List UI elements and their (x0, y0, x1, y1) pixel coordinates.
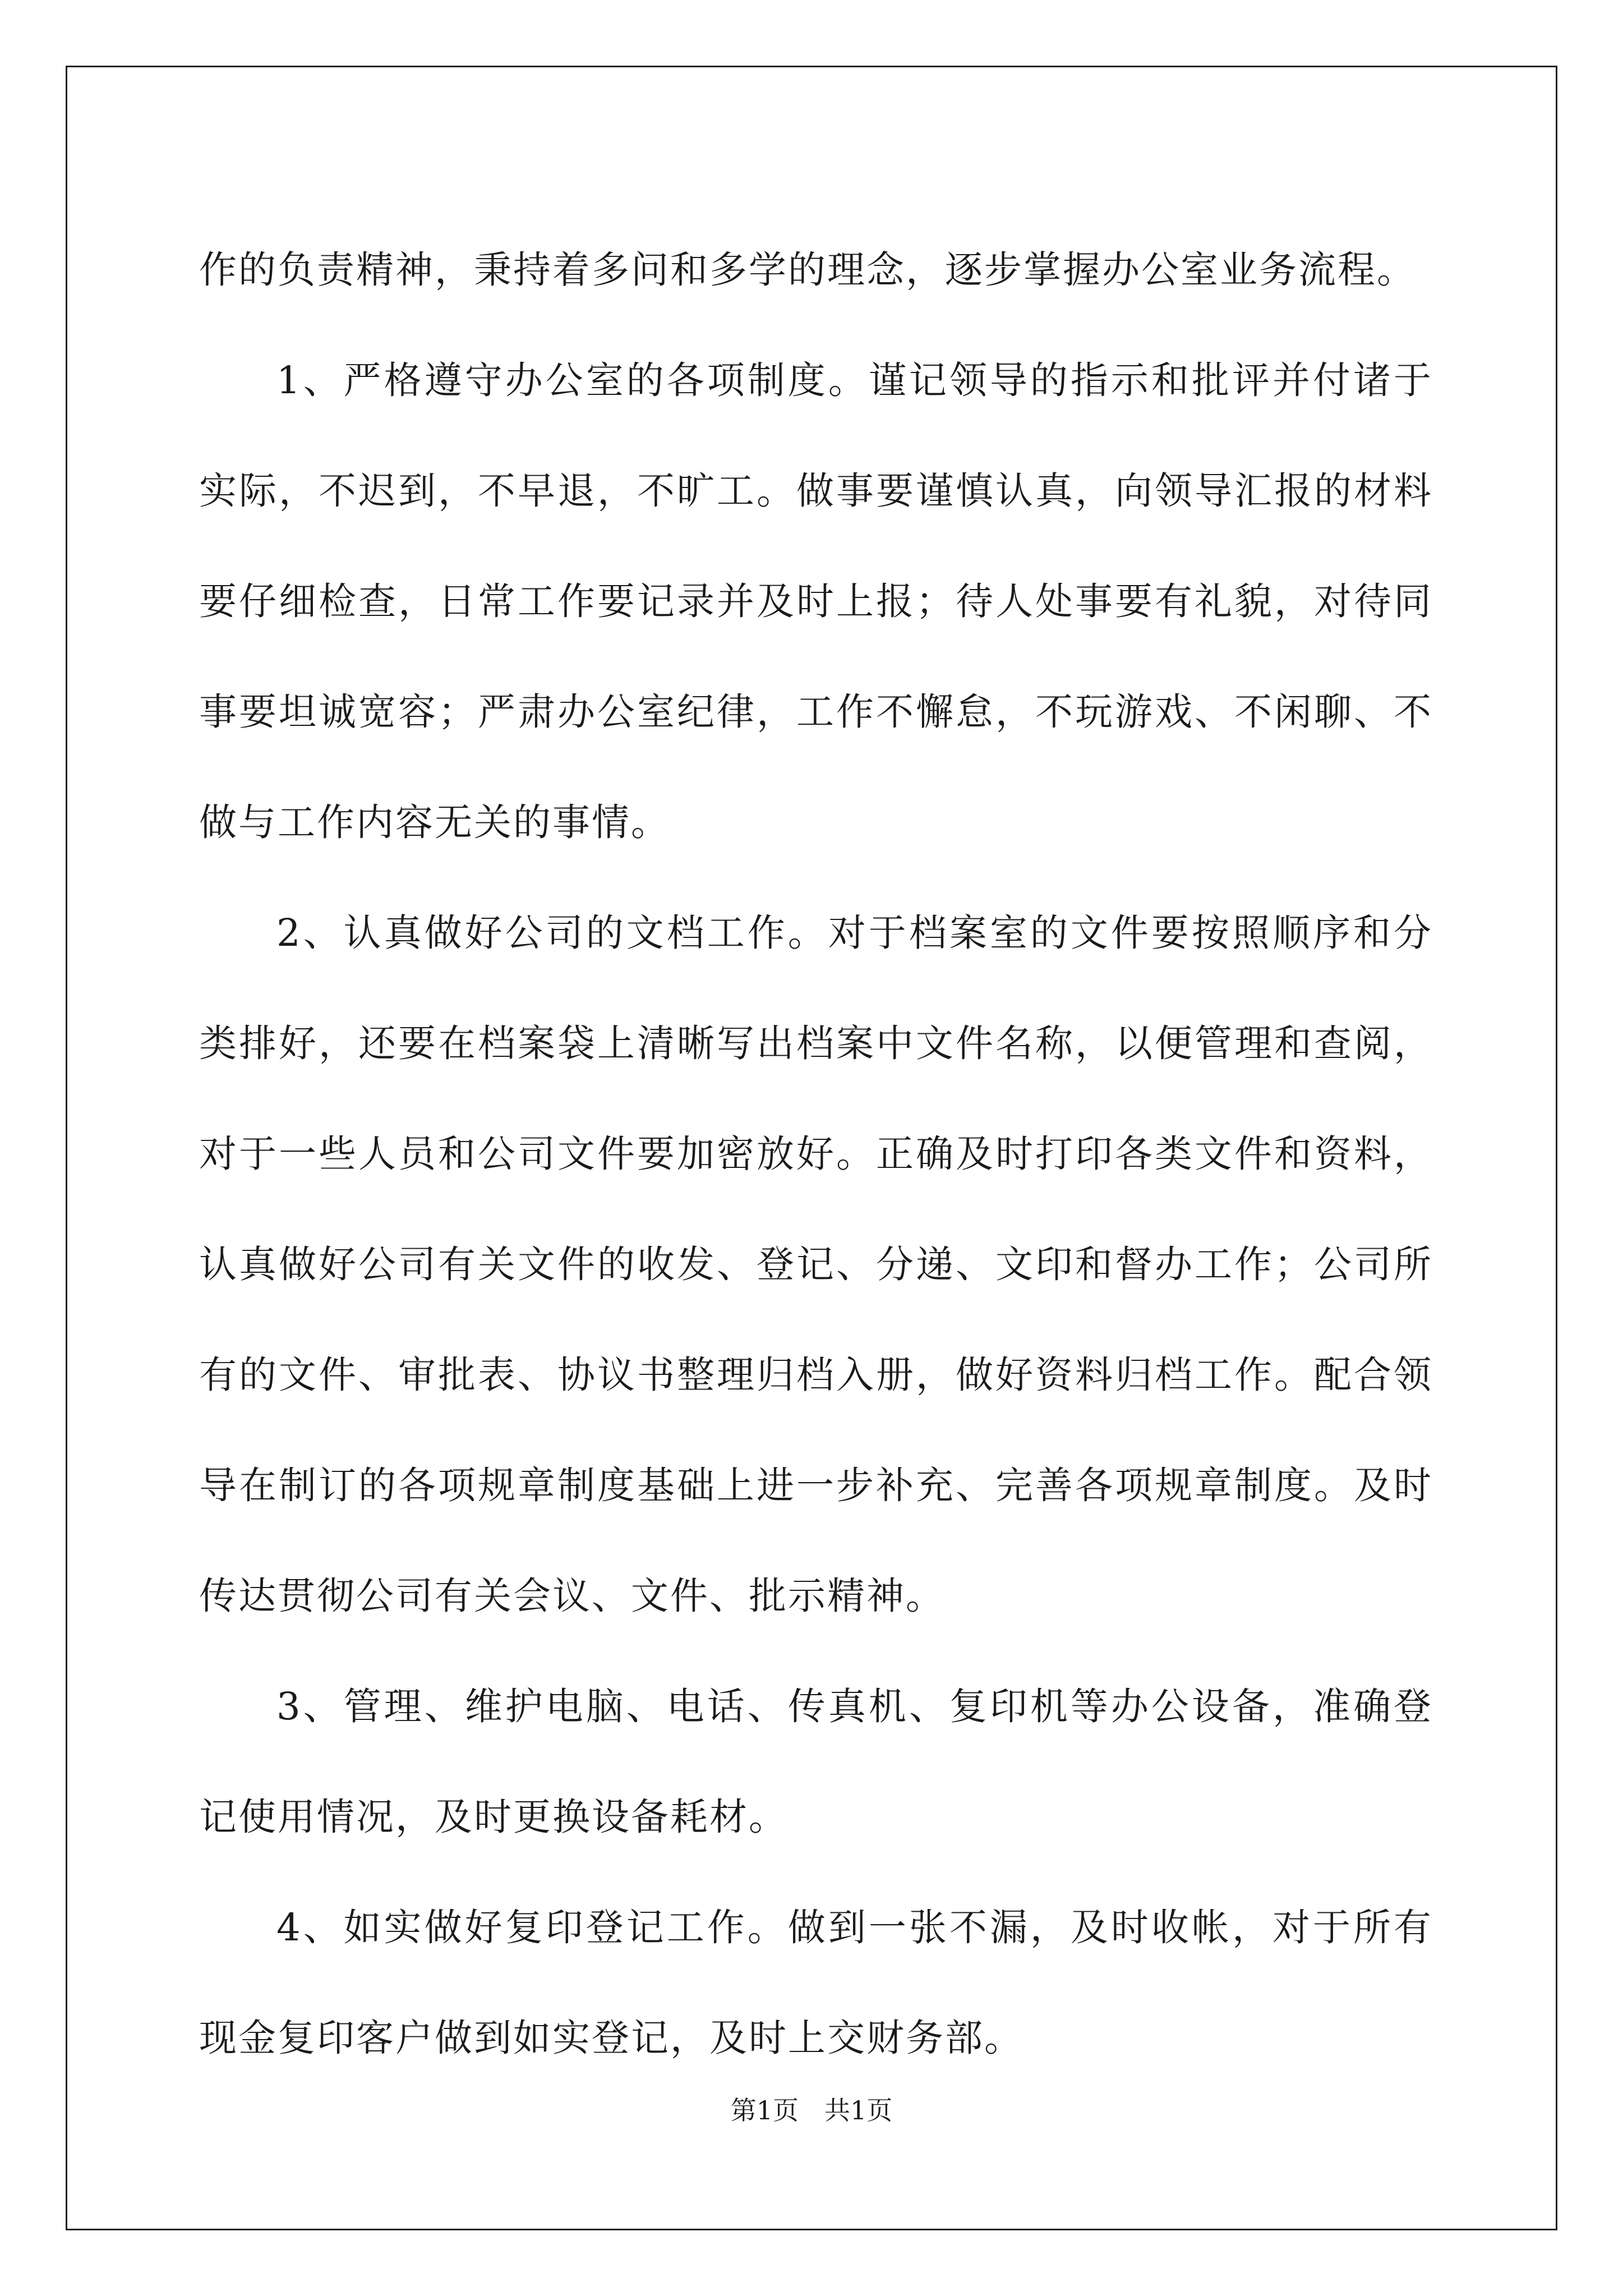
paragraph-continuation: 作的负责精神，秉持着多问和多学的理念，逐步掌握办公室业务流程。 (199, 248, 1416, 292)
page-footer (0, 2090, 1623, 2127)
document-body (199, 215, 1433, 2093)
page-number: 第1页 (730, 2095, 799, 2125)
paragraph-item-4: 4、如实做好复印登记工作。做到一张不漏，及时收帐，对于所有现金复印客户做到如实登记，及时上交财务部。 (199, 1906, 1433, 2060)
page-total: 共1页 (824, 2095, 893, 2125)
paragraph-item-2: 2、认真做好公司的文档工作。对于档案室的文件要按照顺序和分类排好，还要在档案袋上清晰写出档案中文件名称，以便管理和查阅，对于一些人员和公司文件要加密放好。正确及时打印各类文件和资料，认真做好公司有关文件的收发、登记、分递、文印和督办工作；公司所有的文件、审批表、协议书整理归档入册，做好资料归档工作。配合领导在制订的各项规章制度基础上进一步补充、完善各项规章制度。及时传达贯彻公司有关会议、文件、批示精神。 (199, 911, 1433, 1618)
paragraph-item-1: 1、严格遵守办公室的各项制度。谨记领导的指示和批评并付诸于实际，不迟到，不早退，不旷工。做事要谨慎认真，向领导汇报的材料要仔细检查，日常工作要记录并及时上报；待人处事要有礼貌，对待同事要坦诚宽容；严肃办公室纪律，工作不懈怠，不玩游戏、不闲聊、不做与工作内容无关的事情。 (199, 358, 1433, 844)
paragraph-item-3: 3、管理、维护电脑、电话、传真机、复印机等办公设备，准确登记使用情况，及时更换设备耗材。 (199, 1685, 1433, 1839)
